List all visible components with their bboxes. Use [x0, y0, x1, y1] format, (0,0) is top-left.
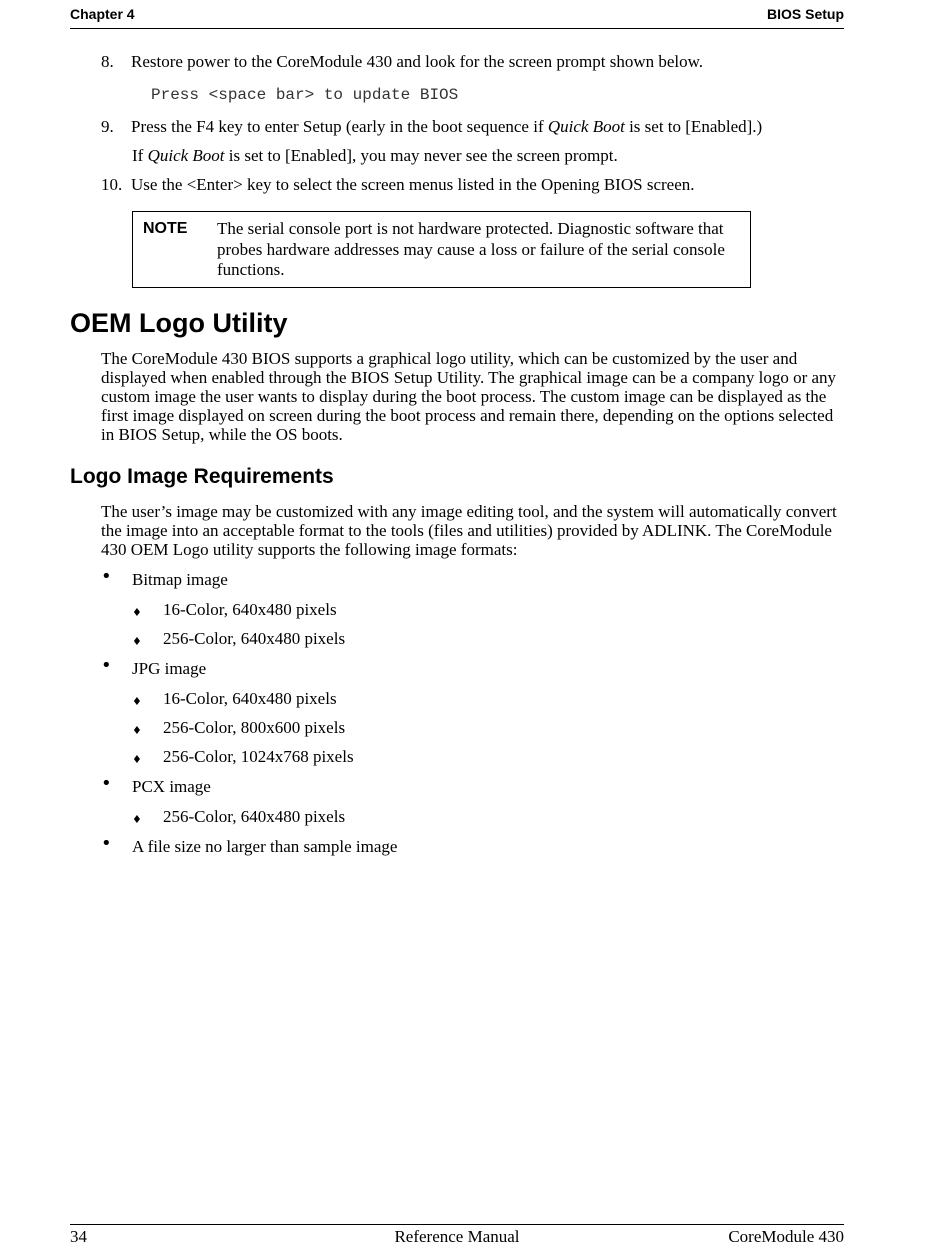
step-text-part: Press the F4 key to enter Setup (early in the boot sequence if: [131, 117, 548, 136]
sub-list-item-text: 256-Color, 1024x768 pixels: [163, 747, 354, 766]
step-text: Restore power to the CoreModule 430 and look for the screen prompt shown below.: [131, 52, 704, 71]
sub-list-item-text: 256-Color, 800x600 pixels: [163, 718, 346, 737]
bullet-icon: •: [101, 773, 112, 794]
note-label: NOTE: [143, 220, 188, 237]
bullet-icon: •: [101, 655, 112, 676]
sub-list-item-text: 16-Color, 640x480 pixels: [163, 600, 337, 619]
section-label: BIOS Setup: [766, 6, 844, 22]
diamond-bullet-icon: ♦: [132, 724, 142, 737]
page-number: 34: [70, 1227, 87, 1246]
sub-list-item-text: 256-Color, 640x480 pixels: [163, 629, 346, 648]
diamond-bullet-icon: ♦: [132, 753, 142, 766]
page-header: [70, 6, 844, 29]
step-number: 8.: [101, 52, 114, 71]
list-item-text: Bitmap image: [132, 570, 228, 589]
page-footer: [70, 1224, 844, 1246]
diamond-bullet-icon: ♦: [132, 813, 142, 826]
note-text: The serial console port is not hardware protected. Diagnostic software that probes hardware addresses may cause a loss or failure of the serial console functions.: [217, 219, 725, 279]
subsection-paragraph: The user’s image may be customized with any image editing tool, and the system will automatically convert the image into an acceptable format to the tools (files and utilities) provided by ADLINK. The CoreModule 430 OEM Logo utility supports the following image formats:: [101, 502, 837, 559]
diamond-bullet-icon: ♦: [132, 635, 142, 648]
step-9-extra: [132, 146, 618, 166]
bullet-icon: •: [101, 566, 112, 587]
product-name: CoreModule 430: [728, 1227, 844, 1246]
extra-text-italic: Quick Boot: [147, 146, 225, 165]
step-text-italic: Quick Boot: [547, 117, 625, 136]
step-text: Use the <Enter> key to select the screen menus listed in the Opening BIOS screen.: [131, 175, 695, 194]
sub-list-item-text: 16-Color, 640x480 pixels: [163, 689, 337, 708]
section-title: OEM Logo Utility: [70, 308, 288, 338]
note-box: [132, 211, 751, 288]
subsection-title: Logo Image Requirements: [70, 465, 334, 488]
manual-title: Reference Manual: [394, 1227, 520, 1246]
section-paragraph: The CoreModule 430 BIOS supports a graphical logo utility, which can be customized by the user and displayed when enabled through the BIOS Setup Utility. The graphical image can be a company logo or any custom image the user wants to display during the boot process. The custom image can be displayed as the first image displayed on screen during the boot process and remain there, depending on the options selected in BIOS Setup, while the OS boots.: [101, 349, 837, 444]
step-text-part: is set to [Enabled].): [624, 117, 763, 136]
step-number: 9.: [101, 117, 114, 136]
bullet-icon: •: [101, 833, 112, 854]
list-item-text: A file size no larger than sample image: [132, 837, 398, 856]
sub-list-item-text: 256-Color, 640x480 pixels: [163, 807, 346, 826]
step-text: [131, 117, 762, 137]
diamond-bullet-icon: ♦: [132, 695, 142, 708]
extra-text-part: If: [132, 146, 148, 165]
diamond-bullet-icon: ♦: [132, 606, 142, 619]
list-item-text: JPG image: [132, 659, 207, 678]
step-number: 10.: [101, 175, 123, 194]
extra-text-part: is set to [Enabled], you may never see the screen prompt.: [224, 146, 618, 165]
chapter-label: Chapter 4: [70, 6, 135, 22]
code-prompt: Press <space bar> to update BIOS: [151, 86, 459, 104]
list-item-text: PCX image: [132, 777, 211, 796]
